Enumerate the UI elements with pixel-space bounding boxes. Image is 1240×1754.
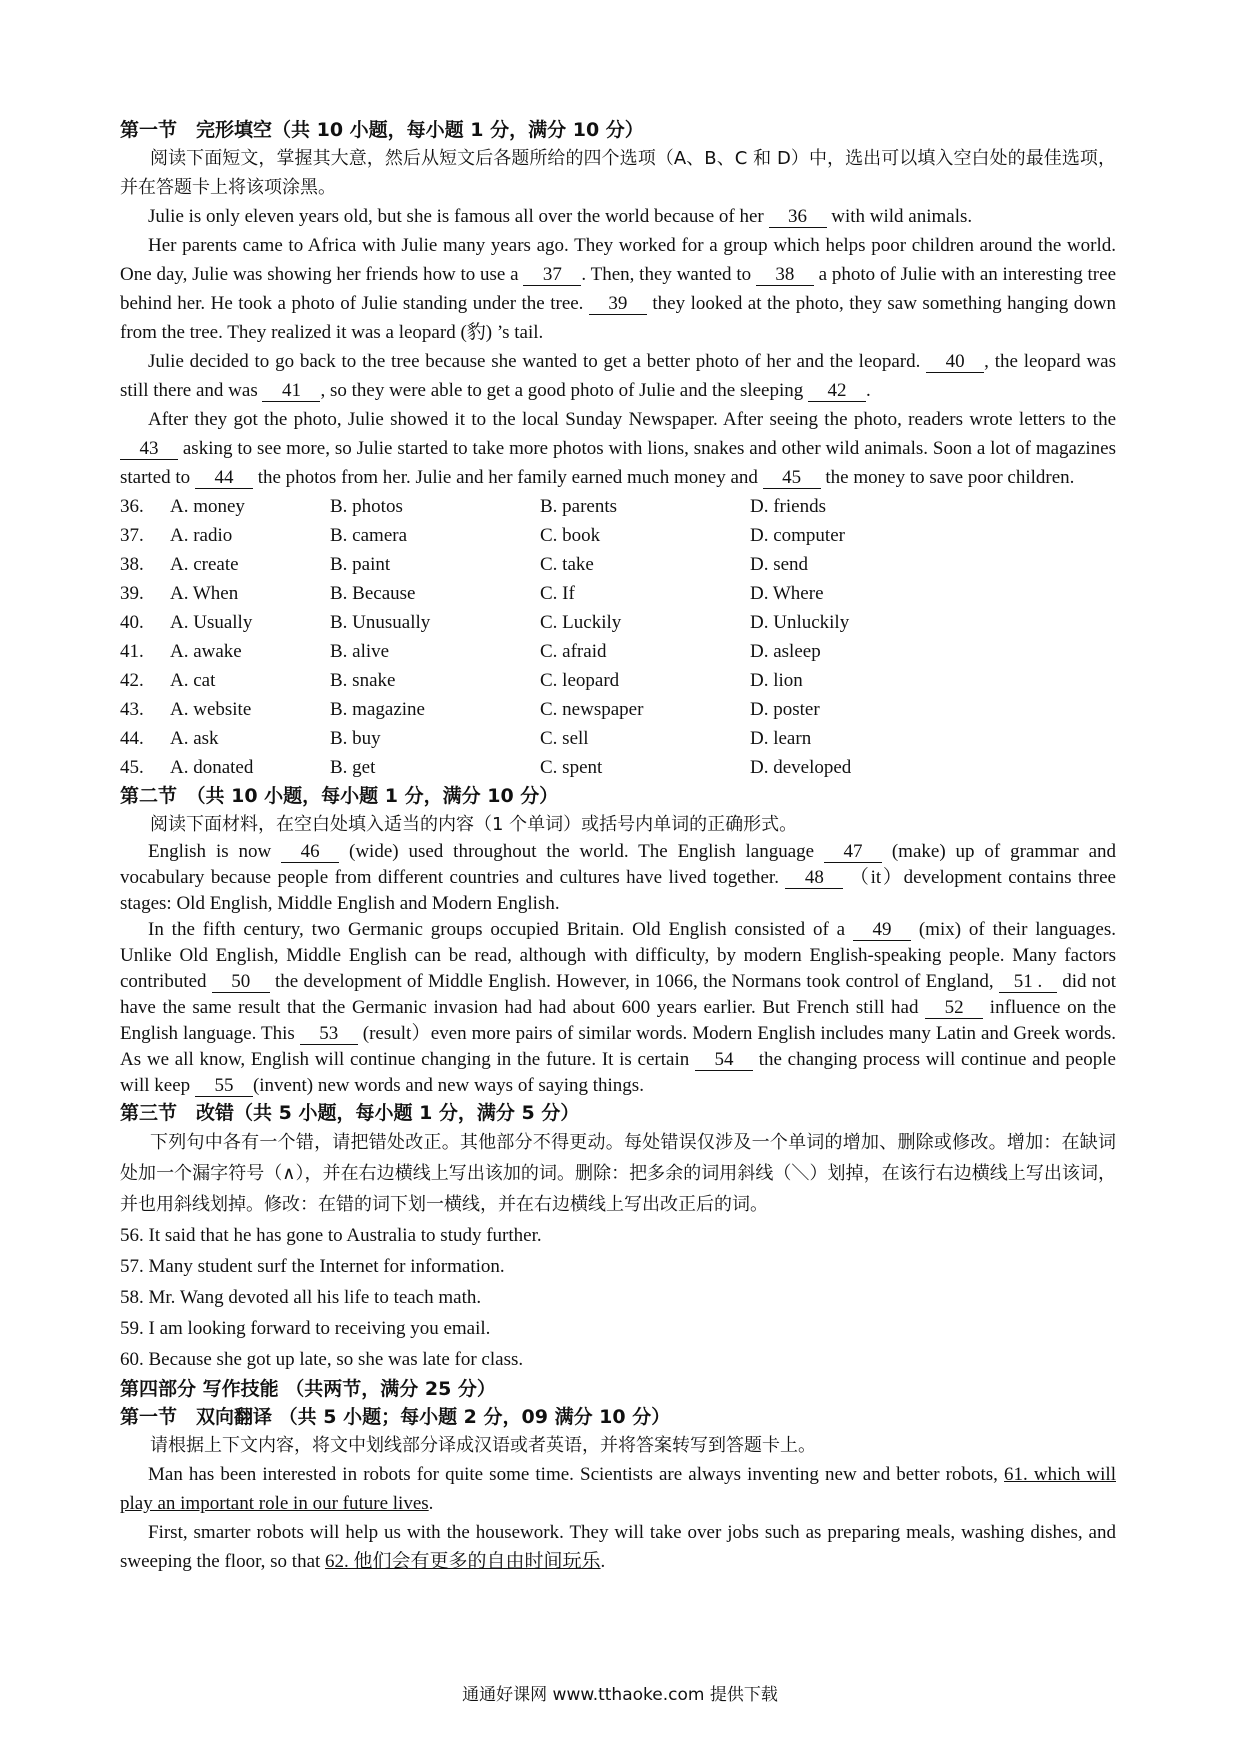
option-row-39	[120, 579, 1116, 608]
blank-40[interactable]: 40	[926, 352, 984, 373]
question-number: 38.	[120, 554, 144, 575]
blank-51[interactable]: 51 .	[999, 972, 1057, 993]
section1-instruction: 阅读下面短文，掌握其大意，然后从短文后各题所给的四个选项（A、B、C 和 D）中，选出可以填入空白处的最佳选项，并在答题卡上将该项涂黑。	[120, 148, 1116, 198]
blank-47[interactable]: 47	[824, 842, 882, 863]
option-b[interactable]: B. paint	[330, 554, 391, 575]
option-row-43	[120, 695, 1116, 724]
option-b[interactable]: B. camera	[330, 525, 408, 546]
blank-39[interactable]: 39	[589, 294, 647, 315]
option-row-44	[120, 724, 1116, 753]
blank-52[interactable]: 52	[925, 998, 983, 1019]
option-a[interactable]: A. ask	[170, 728, 219, 749]
error-item-56: 56. It said that he has gone to Australia to study further.	[120, 1225, 542, 1246]
option-a[interactable]: A. website	[170, 699, 252, 720]
question-number: 45.	[120, 757, 144, 778]
option-b[interactable]: B. photos	[330, 496, 403, 517]
option-a[interactable]: A. donated	[170, 757, 254, 778]
option-a[interactable]: A. awake	[170, 641, 242, 662]
option-row-40	[120, 608, 1116, 637]
blank-54[interactable]: 54	[695, 1050, 753, 1071]
question-number: 44.	[120, 728, 144, 749]
part4-heading: 第四部分 写作技能 （共两节，满分 25 分）	[120, 1378, 496, 1400]
option-a[interactable]: A. radio	[170, 525, 233, 546]
cloze-paragraph-1: Julie is only eleven years old, but she is famous all over the world because of her 36 with wild animals.	[148, 206, 973, 227]
option-d[interactable]: D. computer	[750, 525, 845, 546]
cloze-paragraph-2: Her parents came to Africa with Julie many years ago. They worked for a group which helps poor children around the world. One day, Julie was showing her friends how to use a 37 . Then, they wanted to 38 a photo of Julie with an interesting tree behind her. He took a photo of Julie standing under the tree. 39 they looked at the photo, they saw something hanging down from the tree. They realized it was a leopard (豹) ’s tail.	[120, 235, 1117, 343]
error-item-59: 59. I am looking forward to receiving you email.	[120, 1318, 491, 1339]
option-d[interactable]: D. friends	[750, 496, 826, 517]
blank-36[interactable]: 36	[769, 207, 827, 228]
option-c[interactable]: C. spent	[540, 757, 603, 778]
blank-38[interactable]: 38	[756, 265, 814, 286]
option-d[interactable]: D. poster	[750, 699, 820, 720]
section2-instruction: 阅读下面材料，在空白处填入适当的内容（1 个单词）或括号内单词的正确形式。	[150, 814, 798, 835]
blank-49[interactable]: 49	[853, 920, 911, 941]
blank-41[interactable]: 41	[262, 381, 320, 402]
option-row-41	[120, 637, 1116, 666]
blank-53[interactable]: 53	[300, 1024, 358, 1045]
option-d[interactable]: D. send	[750, 554, 809, 575]
error-item-58: 58. Mr. Wang devoted all his life to teach math.	[120, 1287, 482, 1308]
question-number: 42.	[120, 670, 144, 691]
blank-55[interactable]: 55	[195, 1076, 253, 1097]
option-a[interactable]: A. money	[170, 496, 245, 517]
option-row-36	[120, 492, 1116, 521]
grammar-paragraph-1: English is now 46 (wide) used throughout the world. The English language 47 (make) up of grammar and vocabulary because people from different countries and cultures have lived together. 48 （it）development contains three stages: Old English, Middle English and Modern English.	[120, 841, 1117, 914]
blank-44[interactable]: 44	[195, 468, 253, 489]
blank-42[interactable]: 42	[808, 381, 866, 402]
footer-text: 通通好课网 www.tthaoke.com 提供下载	[462, 1685, 778, 1705]
option-d[interactable]: D. asleep	[750, 641, 821, 662]
option-row-45	[120, 753, 1116, 782]
part4-instruction: 请根据上下文内容，将文中划线部分译成汉语或者英语，并将答案转写到答题卡上。	[150, 1435, 816, 1456]
option-c[interactable]: B. parents	[540, 496, 618, 517]
option-a[interactable]: A. create	[170, 554, 239, 575]
translation-item-62: 62. 他们会有更多的自由时间玩乐	[325, 1551, 601, 1572]
question-number: 37.	[120, 525, 144, 546]
blank-46[interactable]: 46	[281, 842, 339, 863]
option-a[interactable]: A. cat	[170, 670, 216, 691]
blank-48[interactable]: 48	[785, 868, 843, 889]
option-c[interactable]: C. afraid	[540, 641, 607, 662]
section3-heading: 第三节 改错（共 5 小题，每小题 1 分，满分 5 分）	[120, 1102, 580, 1124]
option-d[interactable]: D. Where	[750, 583, 824, 604]
option-row-38	[120, 550, 1116, 579]
translation-item-61: 61. which will play an important role in our future lives	[120, 1464, 1116, 1514]
error-item-60: 60. Because she got up late, so she was late for class.	[120, 1349, 524, 1370]
exam-page	[120, 116, 1116, 1576]
part4-section1-heading: 第一节 双向翻译 （共 5 小题；每小题 2 分，09 满分 10 分）	[120, 1406, 671, 1428]
option-b[interactable]: B. get	[330, 757, 376, 778]
section1-heading: 第一节 完形填空（共 10 小题，每小题 1 分，满分 10 分）	[120, 119, 644, 141]
translation-paragraph-2: First, smarter robots will help us with the housework. They will take over jobs such as preparing meals, washing dishes, and sweeping the floor, so that 62. 他们会有更多的自由时间玩乐.	[120, 1522, 1116, 1572]
options-table	[120, 492, 1116, 782]
cloze-paragraph-4: After they got the photo, Julie showed it to the local Sunday Newspaper. After seeing the photo, readers wrote letters to the 43 asking to see more, so Julie started to take more photos with lions, snakes and other wild animals. Soon a lot of magazines started to 44 the photos from her. Julie and her family earned much money and 45 the money to save poor children.	[120, 409, 1116, 488]
blank-37[interactable]: 37	[523, 265, 581, 286]
option-d[interactable]: D. lion	[750, 670, 803, 691]
option-d[interactable]: D. learn	[750, 728, 812, 749]
option-c[interactable]: C. book	[540, 525, 601, 546]
section2-heading: 第二节 （共 10 小题，每小题 1 分，满分 10 分）	[120, 785, 559, 807]
question-number: 40.	[120, 612, 144, 633]
blank-50[interactable]: 50	[212, 972, 270, 993]
option-c[interactable]: C. If	[540, 583, 575, 604]
option-a[interactable]: A. Usually	[170, 612, 253, 633]
section3-instruction: 下列句中各有一个错，请把错处改正。其他部分不得更动。每处错误仅涉及一个单词的增加、删除或修改。增加：在缺词处加一个漏字符号（∧），并在右边横线上写出该加的词。删除：把多余的词用斜线（＼）划掉，在该行右边横线上写出该词，并也用斜线划掉。修改：在错的词下划一横线，并在右边横线上写出改正后的词。	[120, 1132, 1116, 1215]
option-b[interactable]: B. buy	[330, 728, 381, 749]
option-c[interactable]: C. Luckily	[540, 612, 622, 633]
option-c[interactable]: C. take	[540, 554, 594, 575]
translation-paragraph-1: Man has been interested in robots for quite some time. Scientists are always inventing new and better robots, 61. which will play an important role in our future lives.	[120, 1464, 1116, 1514]
grammar-paragraph-2: In the fifth century, two Germanic groups occupied Britain. Old English consisted of a 49 (mix) of their languages. Unlike Old English, Middle English can be read, although with difficulty, by modern English-speaking people. Many factors contributed 50 the development of Middle English. However, in 1066, the Normans took control of England, 51 . did not have the same result that the Germanic invasion had had about 600 years earlier. But French still had 52 influence on the English language. This 53 (result）even more pairs of similar words. Modern English includes many Latin and Greek words. As we all know, English will continue changing in the future. It is certain 54 the changing process will continue and people will keep 55 (invent) new words and new ways of saying things.	[120, 919, 1116, 1096]
cloze-paragraph-3: Julie decided to go back to the tree because she wanted to get a better photo of her and the leopard. 40 , the leopard was still there and was 41 , so they were able to get a good photo of Julie and the sleeping 42 .	[120, 351, 1116, 401]
question-number: 36.	[120, 496, 144, 517]
blank-43[interactable]: 43	[120, 439, 178, 460]
option-row-37	[120, 521, 1116, 550]
option-d[interactable]: D. Unluckily	[750, 612, 850, 633]
option-b[interactable]: B. magazine	[330, 699, 425, 720]
question-number: 41.	[120, 641, 144, 662]
question-number: 39.	[120, 583, 144, 604]
option-d[interactable]: D. developed	[750, 757, 852, 778]
error-item-57: 57. Many student surf the Internet for information.	[120, 1256, 505, 1277]
option-c[interactable]: C. leopard	[540, 670, 620, 691]
blank-45[interactable]: 45	[763, 468, 821, 489]
option-row-42	[120, 666, 1116, 695]
option-a[interactable]: A. When	[170, 583, 239, 604]
option-b[interactable]: B. snake	[330, 670, 396, 691]
option-b[interactable]: B. Unusually	[330, 612, 431, 633]
option-b[interactable]: B. alive	[330, 641, 390, 662]
option-c[interactable]: C. sell	[540, 728, 589, 749]
option-b[interactable]: B. Because	[330, 583, 416, 604]
option-c[interactable]: C. newspaper	[540, 699, 644, 720]
question-number: 43.	[120, 699, 144, 720]
